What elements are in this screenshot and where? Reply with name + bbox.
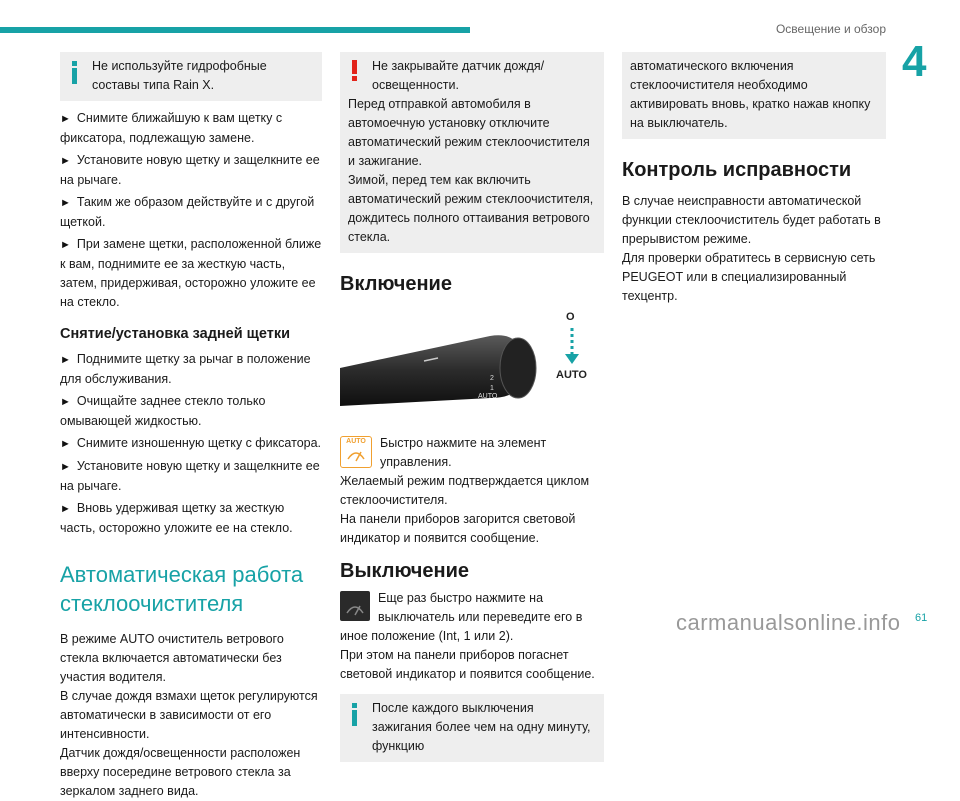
- step-item: ► При замене щетки, расположенной ближе к вам, поднимите ее за жесткую часть, затем, придерживая, осторожно уложите ее на стекло.: [60, 237, 322, 309]
- info-icon: [72, 61, 77, 84]
- stalk-label: 1: [490, 385, 494, 392]
- step-item: ► Снимите изношенную щетку с фиксатора.: [60, 436, 322, 450]
- auto-wiper-heading: Автоматическая работа стеклоочистителя: [60, 562, 304, 616]
- rear-wiper-heading: Снятие/установка задней щетки: [60, 326, 291, 342]
- stalk-label: AUTO: [478, 393, 498, 400]
- arrow-icon: ►: [60, 239, 71, 251]
- arrow-down-icon: [565, 354, 579, 364]
- deactivation-heading: Выключение: [340, 560, 470, 582]
- check-paragraph: Для проверки обратитесь в сервисную сеть PEUGEOT или в специализированный техцентр.: [622, 251, 876, 303]
- info-note-text: После каждого выключения зажигания более чем на одну минуту, функцию: [372, 701, 591, 753]
- arrow-icon: ►: [60, 396, 71, 408]
- step-item: ► Таким же образом действуйте и с другой щеткой.: [60, 195, 315, 229]
- column-middle: [340, 52, 604, 762]
- step-item: ► Установите новую щетку и защелкните ее на рычаге.: [60, 153, 320, 187]
- arrow-icon: ►: [60, 354, 71, 366]
- arrow-icon: ►: [60, 503, 71, 515]
- check-paragraph: В случае неисправности автоматической функции стеклоочиститель будет работать в прерывистом режиме.: [622, 194, 881, 246]
- chapter-title: Освещение и обзор: [775, 22, 886, 36]
- warning-text: Не закрывайте датчик дождя/освещенности.: [372, 59, 545, 92]
- check-heading: Контроль исправности: [622, 159, 852, 181]
- activation-paragraph: На панели приборов загорится световой индикатор и появится сообщение.: [340, 512, 576, 545]
- warning-text: Зимой, перед тем как включить автоматический режим стеклоочистителя, дождитесь полного оттаивания ветрового стекла.: [348, 173, 594, 244]
- steps-rear: [60, 350, 322, 538]
- wiper-off-indicator-icon: [340, 591, 370, 621]
- position-label-auto: AUTO: [556, 369, 587, 381]
- auto-wiper-indicator-icon: AUTO: [340, 436, 372, 468]
- auto-paragraph: В случае дождя взмахи щеток регулируются автоматически в зависимости от его интенсивности.: [60, 689, 318, 741]
- activation-heading: Включение: [340, 273, 452, 295]
- info-note: [340, 694, 604, 762]
- stalk-drawing: [340, 306, 604, 424]
- auto-paragraph: В режиме AUTO очиститель ветрового стекла включается автоматически без участия водителя.: [60, 632, 284, 684]
- activation-paragraph: Желаемый режим подтверждается циклом стеклоочистителя.: [340, 474, 590, 507]
- deactivation-paragraph: Еще раз быстро нажмите на выключатель или переведите его в иное положение (Int, 1 или 2).: [340, 591, 583, 643]
- step-item: ► Очищайте заднее стекло только омывающей жидкостью.: [60, 394, 266, 428]
- column-right: [622, 52, 886, 306]
- position-label-o: O: [566, 311, 575, 323]
- header-accent-bar: [0, 27, 470, 33]
- watermark: carmanualsonline.info: [676, 610, 901, 635]
- steps-front: [60, 109, 322, 312]
- arrow-icon: ►: [60, 461, 71, 473]
- step-item: ► Вновь удерживая щетку за жесткую часть, осторожно уложите ее на стекло.: [60, 501, 293, 535]
- stalk-knob: [500, 338, 536, 398]
- step-item: ► Поднимите щетку за рычаг в положение для обслуживания.: [60, 352, 311, 386]
- chapter-number: 4: [902, 37, 927, 86]
- column-left: [60, 52, 322, 801]
- wiper-stalk-illustration: [340, 306, 604, 424]
- step-item: ► Снимите ближайшую к вам щетку с фиксатора, подлежащую замене.: [60, 111, 283, 145]
- arrow-icon: ►: [60, 155, 71, 167]
- stalk-label: 2: [490, 375, 494, 382]
- arrow-icon: ►: [60, 438, 71, 450]
- info-note: [60, 52, 322, 101]
- activation-paragraph: Быстро нажмите на элемент управления.: [380, 436, 547, 469]
- info-note-continued: [622, 52, 886, 139]
- info-note-text: автоматического включения стеклоочистителя необходимо активировать вновь, кратко нажав кнопку на выключатель.: [630, 59, 871, 130]
- info-icon: [352, 703, 357, 726]
- auto-paragraph: Датчик дождя/освещенности расположен вверху посередине ветрового стекла за зеркалом заднего вида.: [60, 746, 301, 798]
- warning-text: Перед отправкой автомобиля в автомоечную установку отключите автоматический режим стеклоочистителя и зажигание.: [348, 97, 590, 168]
- step-item: ► Установите новую щетку и защелкните ее на рычаге.: [60, 459, 320, 493]
- warning-icon: [352, 60, 357, 81]
- arrow-icon: ►: [60, 113, 71, 125]
- page-number: 61: [915, 612, 928, 624]
- info-note-text: Не используйте гидрофобные составы типа Rain X.: [92, 59, 267, 92]
- deactivation-paragraph: При этом на панели приборов погаснет световой индикатор и появится сообщение.: [340, 648, 595, 681]
- warning-note: [340, 52, 604, 253]
- arrow-icon: ►: [60, 197, 71, 209]
